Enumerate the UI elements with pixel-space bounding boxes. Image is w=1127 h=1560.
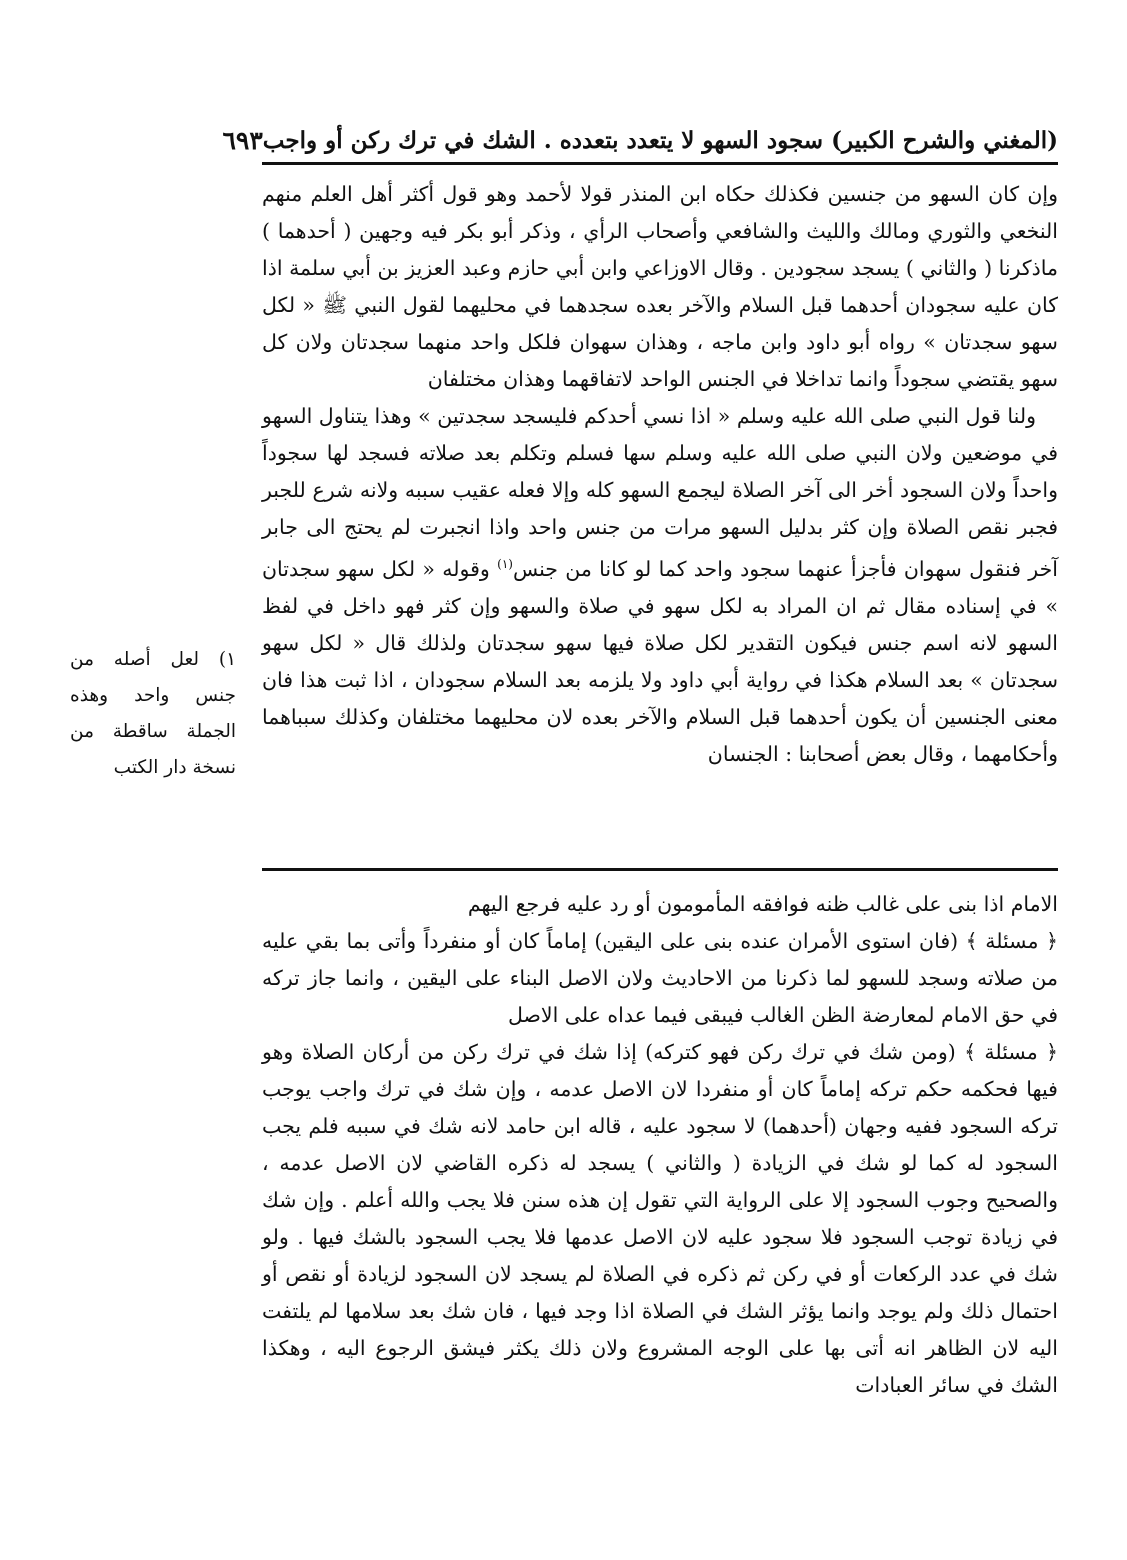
paragraph-text: وقوله « لكل سهو سجدتان » في إسناده مقال ثم ان المراد به لكل سهو في صلاة والسهو وإن كثر فهو داخل في لفظ السهو لانه اسم جنس فيكون التقدير لكل صلاة فيها سهو سجدتان ولذلك قال « لكل سهو سجدتان » بعد السلام هكذا في رواية أبي داود ولا يلزمه بعد السلام سجودان ، اذا ثبت هذا فان معنى الجنسين أن يكون أحدهما قبل السلام والآخر بعده لان محليهما مختلفان وكذلك سبباهما وأحكامهما ، وقال بعض أصحابنا : الجنسان [262,556,1058,766]
paragraph-text: ولنا قول النبي صلى الله عليه وسلم « اذا نسي أحدكم فليسجد سجدتين » وهذا يتناول السهو في موضعين ولان النبي صلى الله عليه وسلم سها فسلم وتكلم بعد صلاته فسجد لها سجوداً واحداً ولان السجود أخر الى آخر الصلاة ليجمع السهو كله وإلا فعله عقيب سببه ولانه شرع للجبر فجبر نقص الصلاة وإن كثر بدليل السهو مرات من جنس واحد واذا انجبرت لم يحتج الى جابر آخر فنقول سهوان فأجزأ عنهما سجود واحد كما لو كانا من جنس [262,404,1058,581]
page-number: ٦٩٣ [222,125,263,155]
paragraph [262,398,1058,773]
footnote-marker: (١) [497,557,513,571]
margin-footnote: ١) لعل أصله من جنس واحد وهذه الجملة ساقطة من نسخة دار الكتب [70,649,236,778]
commentary-section [262,176,1058,773]
section-divider [262,868,1058,871]
main-text-section [262,886,1058,1404]
paragraph: وإن كان السهو من جنسين فكذلك حكاه ابن المنذر قولا لأحمد وهو قول أكثر أهل العلم منهم النخعي والثوري ومالك والليث والشافعي وأصحاب الرأي ، وذكر أبو بكر فيه وجهين ( أحدهما ) ماذكرنا ( والثاني ) يسجد سجودين . وقال الاوزاعي وابن أبي حازم وعبد العزيز بن أبي سلمة اذا كان عليه سجودان أحدهما قبل السلام والآخر بعده سجدهما في محليهما لقول النبي ﷺ « لكل سهو سجدتان » رواه أبو داود وابن ماجه ، وهذان سهوان فلكل واحد منهما سجدتان ولان كل سهو يقتضي سجوداً وانما تداخلا في الجنس الواحد لاتفاقهما وهذان مختلفان [262,182,1058,391]
masala-paragraph: ﴿ مسئلة ﴾ (ومن شك في ترك ركن فهو كتركه) إذا شك في ترك ركن من أركان الصلاة وهو فيها فحكمه حكم تركه إماماً كان أو منفردا لان الاصل عدمه ، وإن شك في ترك واجب يوجب تركه السجود ففيه وجهان (أحدهما) لا سجود عليه ، قاله ابن حامد لانه شك في سببه فلم يجب السجود له كما لو شك في الزيادة ( والثاني ) يسجد له ذكره القاضي لان الاصل عدمه ، والصحيح وجوب السجود إلا على الرواية التي تقول إن هذه سنن فلا يجب والله أعلم . وإن شك في زيادة توجب السجود فلا سجود عليه لان الاصل عدمها فلا يجب السجود بالشك فيها . ولو شك في عدد الركعات أو في ركن ثم ذكره في الصلاة لم يسجد لان السجود لزيادة أو نقص أو احتمال ذلك ولم يوجد وانما يؤثر الشك في الصلاة اذا وجد فيها ، فان شك بعد سلامها لم يلتفت اليه لان الظاهر انه أتى بها على الوجه المشروع ولان ذلك يكثر فيشق الرجوع اليه ، وهكذا الشك في سائر العبادات [262,1040,1058,1397]
paragraph: الامام اذا بنى على غالب ظنه فوافقه المأمومون أو رد عليه فرجع اليهم [467,892,1058,916]
running-title: (المغني والشرح الكبير) سجود السهو لا يتعدد بتعدده . الشك في ترك ركن أو واجب [262,126,1058,154]
header-divider [262,162,1058,165]
page-header [222,118,1058,162]
masala-paragraph: ﴿ مسئلة ﴾ (فان استوى الأمران عنده بنى على اليقين) إماماً كان أو منفرداً وأتى بما بقي عليه من صلاته وسجد للسهو لما ذكرنا من الاحاديث ولان الاصل البناء على اليقين ، وانما جاز تركه في حق الامام لمعارضة الظن الغالب فيبقى فيما عداه على الاصل [262,929,1058,1027]
